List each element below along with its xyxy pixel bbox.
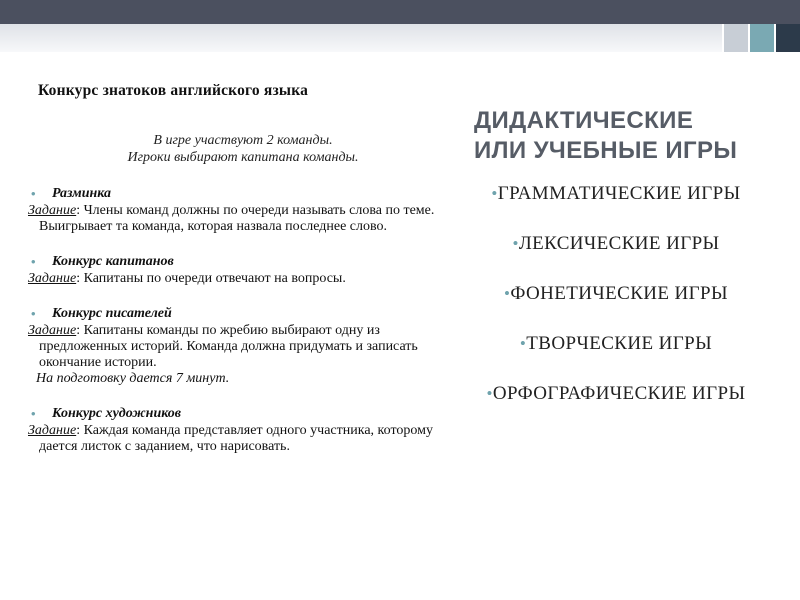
contest-title: Конкурс знатоков английского языка [38,82,309,99]
round-item [28,254,458,287]
intro-line: Игроки выбирают капитана команды. [127,150,359,165]
round-heading: • Разминка [31,186,112,201]
contest-intro [28,132,458,166]
round-note: На подготовку дается 7 минут. [36,371,230,386]
game-type-item: •ТВОРЧЕСКИЕ ИГРЫ [519,333,713,354]
bullet-icon: • [519,334,527,353]
round-heading: • Конкурс писателей [31,306,172,321]
bullet-icon: • [486,384,493,403]
bullet-icon: • [31,306,36,321]
bullet-icon: • [491,184,498,203]
task-label: Задание [28,203,77,218]
slide-title-line: ДИДАКТИЧЕСКИЕ [474,107,694,134]
header-square [776,24,800,52]
bullet-icon: • [31,254,36,269]
game-types-list [474,180,758,430]
game-type-item: •ОРФОГРАФИЧЕСКИЕ ИГРЫ [486,383,746,404]
contest-description [28,82,458,474]
header-band [0,24,722,52]
round-task: Задание: Каждая команда представляет одного участника, которому дается листок с заданием, что нарисовать. [28,423,433,454]
task-label: Задание [28,271,77,286]
round-item [28,306,458,387]
round-task: Задание: Члены команд должны по очереди называть слова по теме. Выигрывает та команда, которая назвала последнее слово. [28,203,435,234]
round-task: Задание: Капитаны команды по жребию выбирают одну из предложенных историй. Команда должна придумать и записать окончание истории. [28,323,418,370]
round-item [28,406,458,455]
round-heading: • Конкурс капитанов [31,254,174,269]
header-squares [722,24,800,52]
task-label: Задание [28,423,77,438]
game-type-item: •ГРАММАТИЧЕСКИЕ ИГРЫ [491,183,741,204]
intro-line: В игре участвуют 2 команды. [153,133,333,148]
slide-title-line: ИЛИ УЧЕБНЫЕ ИГРЫ [474,137,738,164]
header-bar [0,0,800,24]
slide-title [474,106,784,166]
bullet-icon: • [31,406,36,421]
round-item [28,186,458,235]
game-type-item: •ЛЕКСИЧЕСКИЕ ИГРЫ [512,233,720,254]
header-square [750,24,774,52]
round-heading: • Конкурс художников [31,406,182,421]
header-square [724,24,748,52]
game-type-item: •ФОНЕТИЧЕСКИЕ ИГРЫ [504,283,728,304]
bullet-icon: • [512,234,519,253]
bullet-icon: • [504,284,511,303]
bullet-icon: • [31,186,36,201]
round-list [28,186,458,455]
task-label: Задание [28,323,77,338]
round-task: Задание: Капитаны по очереди отвечают на вопросы. [28,271,346,286]
